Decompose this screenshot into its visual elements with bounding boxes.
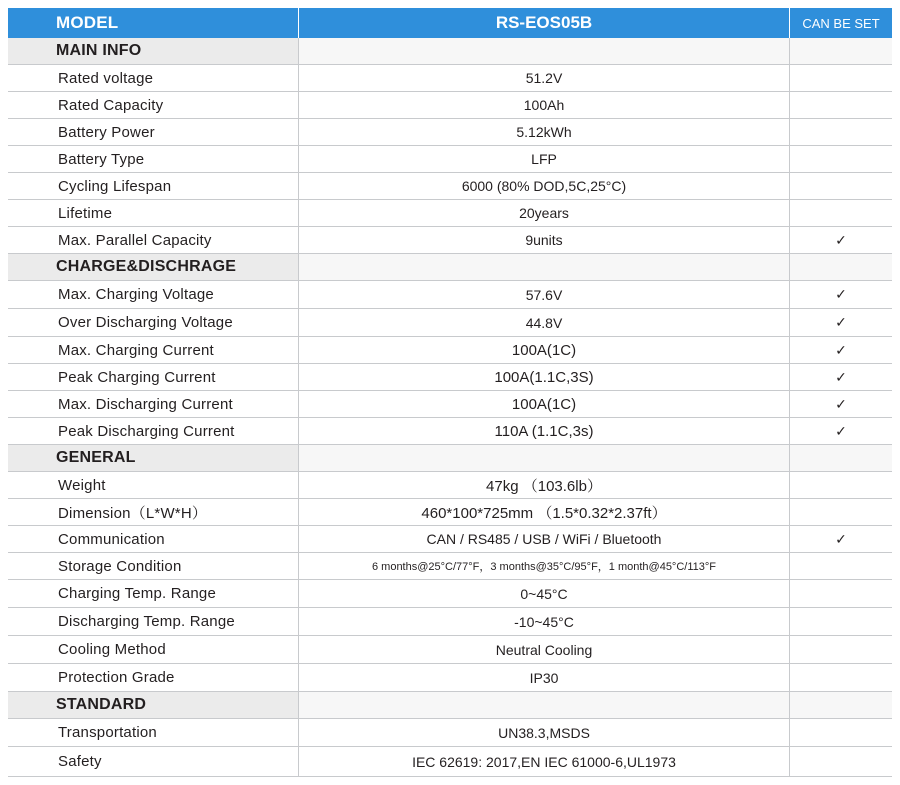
spec-label: Peak Discharging Current	[8, 418, 299, 444]
model-label: MODEL	[8, 8, 299, 38]
table-row	[8, 580, 892, 608]
spec-label: Communication	[8, 526, 299, 552]
spec-value: UN38.3,MSDS	[299, 719, 790, 746]
spec-value: LFP	[299, 146, 790, 172]
section-title: CHARGE&DISCHRAGE	[8, 254, 299, 280]
spec-label: Safety	[8, 747, 299, 776]
section-title: STANDARD	[8, 692, 299, 718]
table-row	[8, 281, 892, 309]
table-row	[8, 526, 892, 553]
spec-label: Storage Condition	[8, 553, 299, 579]
spec-label: Dimension（L*W*H）	[8, 499, 299, 525]
table-row	[8, 636, 892, 664]
check-icon	[790, 173, 892, 199]
spec-label: Lifetime	[8, 200, 299, 226]
table-row	[8, 472, 892, 499]
table-row	[8, 337, 892, 364]
section-header-general	[8, 445, 892, 472]
spec-value: 110A (1.1C,3s)	[299, 418, 790, 444]
section-header-main-info	[8, 38, 892, 65]
check-icon	[790, 664, 892, 691]
spec-label: Max. Discharging Current	[8, 391, 299, 417]
spec-label: Over Discharging Voltage	[8, 309, 299, 336]
spec-label: Max. Charging Current	[8, 337, 299, 363]
check-icon: ✓	[835, 368, 847, 385]
section-title: GENERAL	[8, 445, 299, 471]
spec-label: Transportation	[8, 719, 299, 746]
check-icon	[790, 472, 892, 498]
check-icon	[790, 608, 892, 635]
check-icon: ✓	[835, 341, 847, 358]
spec-value: 100A(1C)	[299, 391, 790, 417]
spec-label: Protection Grade	[8, 664, 299, 691]
section-title: MAIN INFO	[8, 38, 299, 64]
spec-label: Rated Capacity	[8, 92, 299, 118]
check-icon: ✓	[835, 231, 847, 248]
spec-value: 9units	[299, 227, 790, 253]
spec-label: Cycling Lifespan	[8, 173, 299, 199]
spec-value: -10~45°C	[299, 608, 790, 635]
spec-value: Neutral Cooling	[299, 636, 790, 663]
spec-value: 100A(1C)	[299, 337, 790, 363]
table-row	[8, 119, 892, 146]
spec-value: 0~45°C	[299, 580, 790, 607]
spec-value: 6 months@25°C/77°F，3 months@35°C/95°F，1 month@45°C/113°F	[299, 553, 790, 579]
spec-value: 5.12kWh	[299, 119, 790, 145]
table-row	[8, 664, 892, 692]
spec-value: IEC 62619: 2017,EN IEC 61000-6,UL1973	[299, 747, 790, 776]
table-row	[8, 92, 892, 119]
spec-value: 100A(1.1C,3S)	[299, 364, 790, 390]
spec-table	[8, 8, 892, 777]
check-icon: ✓	[835, 422, 847, 439]
spec-label: Battery Power	[8, 119, 299, 145]
spec-label: Battery Type	[8, 146, 299, 172]
check-icon	[790, 65, 892, 91]
table-row	[8, 418, 892, 445]
check-icon: ✓	[835, 286, 847, 302]
table-row	[8, 608, 892, 636]
table-row	[8, 227, 892, 254]
table-row	[8, 200, 892, 227]
spec-value: 20years	[299, 200, 790, 226]
spec-value: IP30	[299, 664, 790, 691]
check-icon	[790, 553, 892, 579]
check-icon	[790, 719, 892, 746]
spec-label: Max. Charging Voltage	[8, 281, 299, 308]
model-value: RS-EOS05B	[299, 8, 790, 38]
section-header-charge-discharge	[8, 254, 892, 281]
table-header	[8, 8, 892, 38]
table-row	[8, 553, 892, 580]
spec-label: Discharging Temp. Range	[8, 608, 299, 635]
check-icon	[790, 200, 892, 226]
spec-label: Charging Temp. Range	[8, 580, 299, 607]
spec-value: 51.2V	[299, 65, 790, 91]
check-icon	[790, 636, 892, 663]
spec-value: 44.8V	[299, 309, 790, 336]
check-icon	[790, 92, 892, 118]
check-icon	[790, 499, 892, 525]
check-icon	[790, 580, 892, 607]
spec-value: 57.6V	[299, 281, 790, 308]
table-row	[8, 173, 892, 200]
table-row	[8, 391, 892, 418]
check-icon: ✓	[835, 530, 847, 547]
table-row	[8, 747, 892, 777]
spec-label: Max. Parallel Capacity	[8, 227, 299, 253]
check-icon	[790, 747, 892, 776]
check-icon	[790, 119, 892, 145]
spec-value: 460*100*725mm （1.5*0.32*2.37ft）	[299, 499, 790, 525]
table-row	[8, 719, 892, 747]
spec-label: Weight	[8, 472, 299, 498]
table-row	[8, 309, 892, 337]
can-be-set-header: CAN BE SET	[802, 15, 880, 31]
check-icon: ✓	[835, 395, 847, 412]
spec-label: Rated voltage	[8, 65, 299, 91]
spec-label: Cooling Method	[8, 636, 299, 663]
spec-value: 6000 (80% DOD,5C,25°C)	[299, 173, 790, 199]
table-row	[8, 364, 892, 391]
table-row	[8, 146, 892, 173]
check-icon	[790, 146, 892, 172]
table-row	[8, 499, 892, 526]
spec-value: 100Ah	[299, 92, 790, 118]
check-icon: ✓	[835, 314, 847, 330]
section-header-standard	[8, 692, 892, 719]
spec-label: Peak Charging Current	[8, 364, 299, 390]
spec-value: 47kg （103.6lb）	[299, 472, 790, 498]
spec-value: CAN / RS485 / USB / WiFi / Bluetooth	[299, 526, 790, 552]
table-row	[8, 65, 892, 92]
